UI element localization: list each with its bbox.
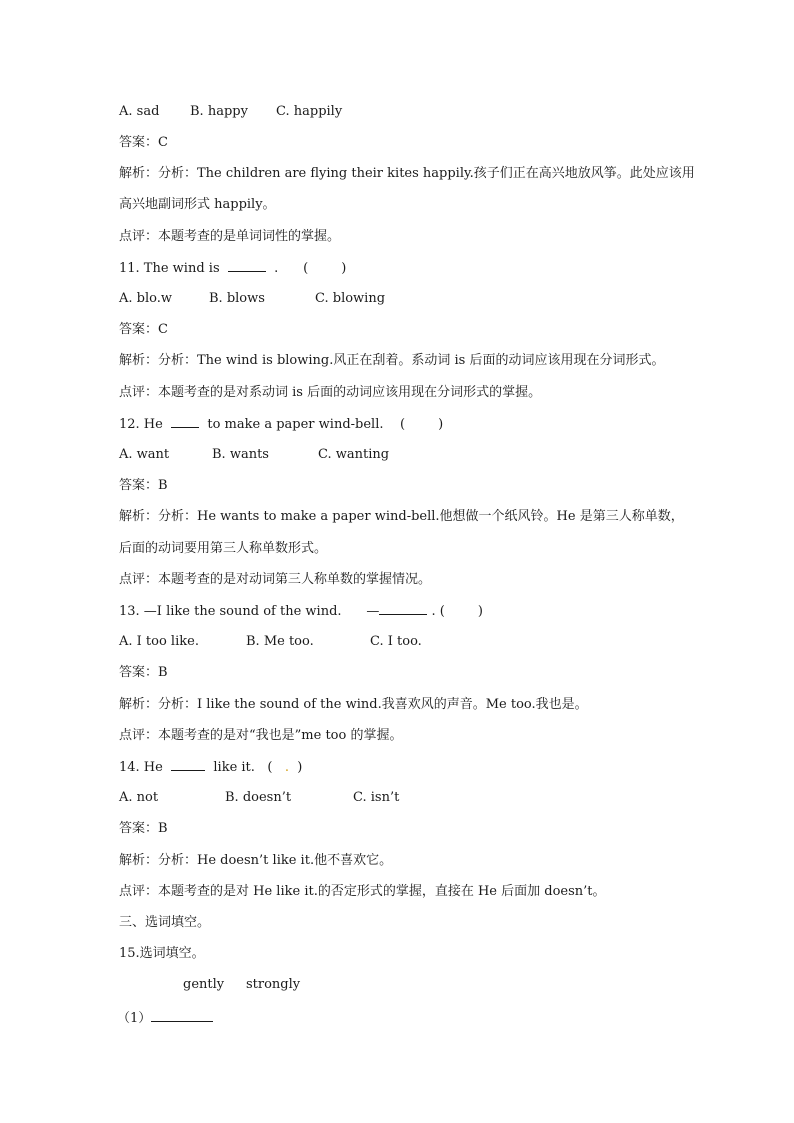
q12-analysis-line1: 解析：分析：He wants to make a paper wind-bell.他想做一个纸风铃。He 是第三人称单数， <box>119 509 684 524</box>
q13-option-b: B. Me too. <box>246 634 314 649</box>
q15-item1-label: （1） <box>117 1011 152 1026</box>
q14-stem-prefix: 14. He <box>119 760 163 775</box>
q13-analysis: 解析：分析：I like the sound of the wind.我喜欢风的声音。Me too.我也是。 <box>119 697 588 712</box>
q10-analysis-line2: 高兴地副词形式 happily。 <box>119 197 276 212</box>
q11-stem-prefix: 11. The wind is <box>119 261 220 276</box>
q11-answer: 答案：C <box>119 322 168 337</box>
q11-paren: ( ) <box>303 261 347 276</box>
q10-analysis-line1: 解析：分析：The children are flying their kites happily.孩子们正在高兴地放风筝。此处应该用 <box>119 166 695 181</box>
q15-title: 15.选词填空。 <box>119 946 205 961</box>
q10-option-a: A. sad <box>119 104 160 119</box>
q14-paren-close: ) <box>297 760 303 775</box>
q13-comment: 点评：本题考查的是对“我也是”me too 的掌握。 <box>119 728 403 743</box>
q12-comment: 点评：本题考查的是对动词第三人称单数的掌握情况。 <box>119 572 432 587</box>
q14-option-a: A. not <box>119 790 159 805</box>
q14-answer: 答案：B <box>119 821 168 836</box>
q10-option-c: C. happily <box>276 104 343 119</box>
q13-stem-prefix: 13. —I like the sound of the wind. <box>119 604 342 619</box>
q11-option-b: B. blows <box>209 291 265 306</box>
q11-option-c: C. blowing <box>315 291 386 306</box>
q11-stem <box>119 259 346 278</box>
q12-stem <box>119 415 443 434</box>
q14-paren-open: ( <box>267 760 273 775</box>
q14-option-b: B. doesn’t <box>225 790 292 805</box>
q14-stem <box>119 758 302 777</box>
q14-blank <box>171 758 205 771</box>
section3-heading: 三、选词填空。 <box>119 915 211 930</box>
q10-option-b: B. happy <box>190 104 248 119</box>
q12-option-c: C. wanting <box>318 447 390 462</box>
q12-stem-prefix: 12. He <box>119 417 163 432</box>
q13-stem-suffix: . ( ) <box>431 604 483 619</box>
q12-paren: ( ) <box>400 417 444 432</box>
q15-item1-blank <box>151 1009 213 1022</box>
q14-comment: 点评：本题考查的是对 He like it.的否定形式的掌握，直接在 He 后面加 doesn’t。 <box>119 884 606 899</box>
q11-option-a: A. blo.w <box>119 291 172 306</box>
q13-blank <box>379 602 427 615</box>
q12-option-b: B. wants <box>212 447 269 462</box>
q14-option-c: C. isn’t <box>353 790 400 805</box>
q14-analysis: 解析：分析：He doesn’t like it.他不喜欢它。 <box>119 853 393 868</box>
q11-comment: 点评：本题考查的是对系动词 is 后面的动词应该用现在分词形式的掌握。 <box>119 385 542 400</box>
q12-answer: 答案：B <box>119 478 168 493</box>
q12-stem-suffix: to make a paper wind-bell. <box>207 417 384 432</box>
q11-blank <box>228 259 266 272</box>
q13-option-a: A. I too like. <box>119 634 199 649</box>
q12-analysis-line2: 后面的动词要用第三人称单数形式。 <box>119 541 328 556</box>
q13-answer: 答案：B <box>119 665 168 680</box>
q15-word-strongly: strongly <box>246 977 301 992</box>
q15-item1 <box>117 1009 213 1028</box>
q10-comment: 点评：本题考查的是单词词性的掌握。 <box>119 229 341 244</box>
q13-option-c: C. I too. <box>370 634 422 649</box>
q14-paren-dot: . <box>284 760 289 775</box>
q11-stem-suffix: . <box>274 261 279 276</box>
q15-word-gently: gently <box>183 977 225 992</box>
q11-analysis: 解析：分析：The wind is blowing.风正在刮着。系动词 is 后面的动词应该用现在分词形式。 <box>119 353 665 368</box>
q13-stem <box>119 602 483 621</box>
q12-blank <box>171 415 199 428</box>
q12-option-a: A. want <box>119 447 170 462</box>
q13-stem-dash: — <box>366 604 380 619</box>
q14-stem-suffix: like it. <box>213 760 255 775</box>
q10-answer: 答案：C <box>119 135 168 150</box>
